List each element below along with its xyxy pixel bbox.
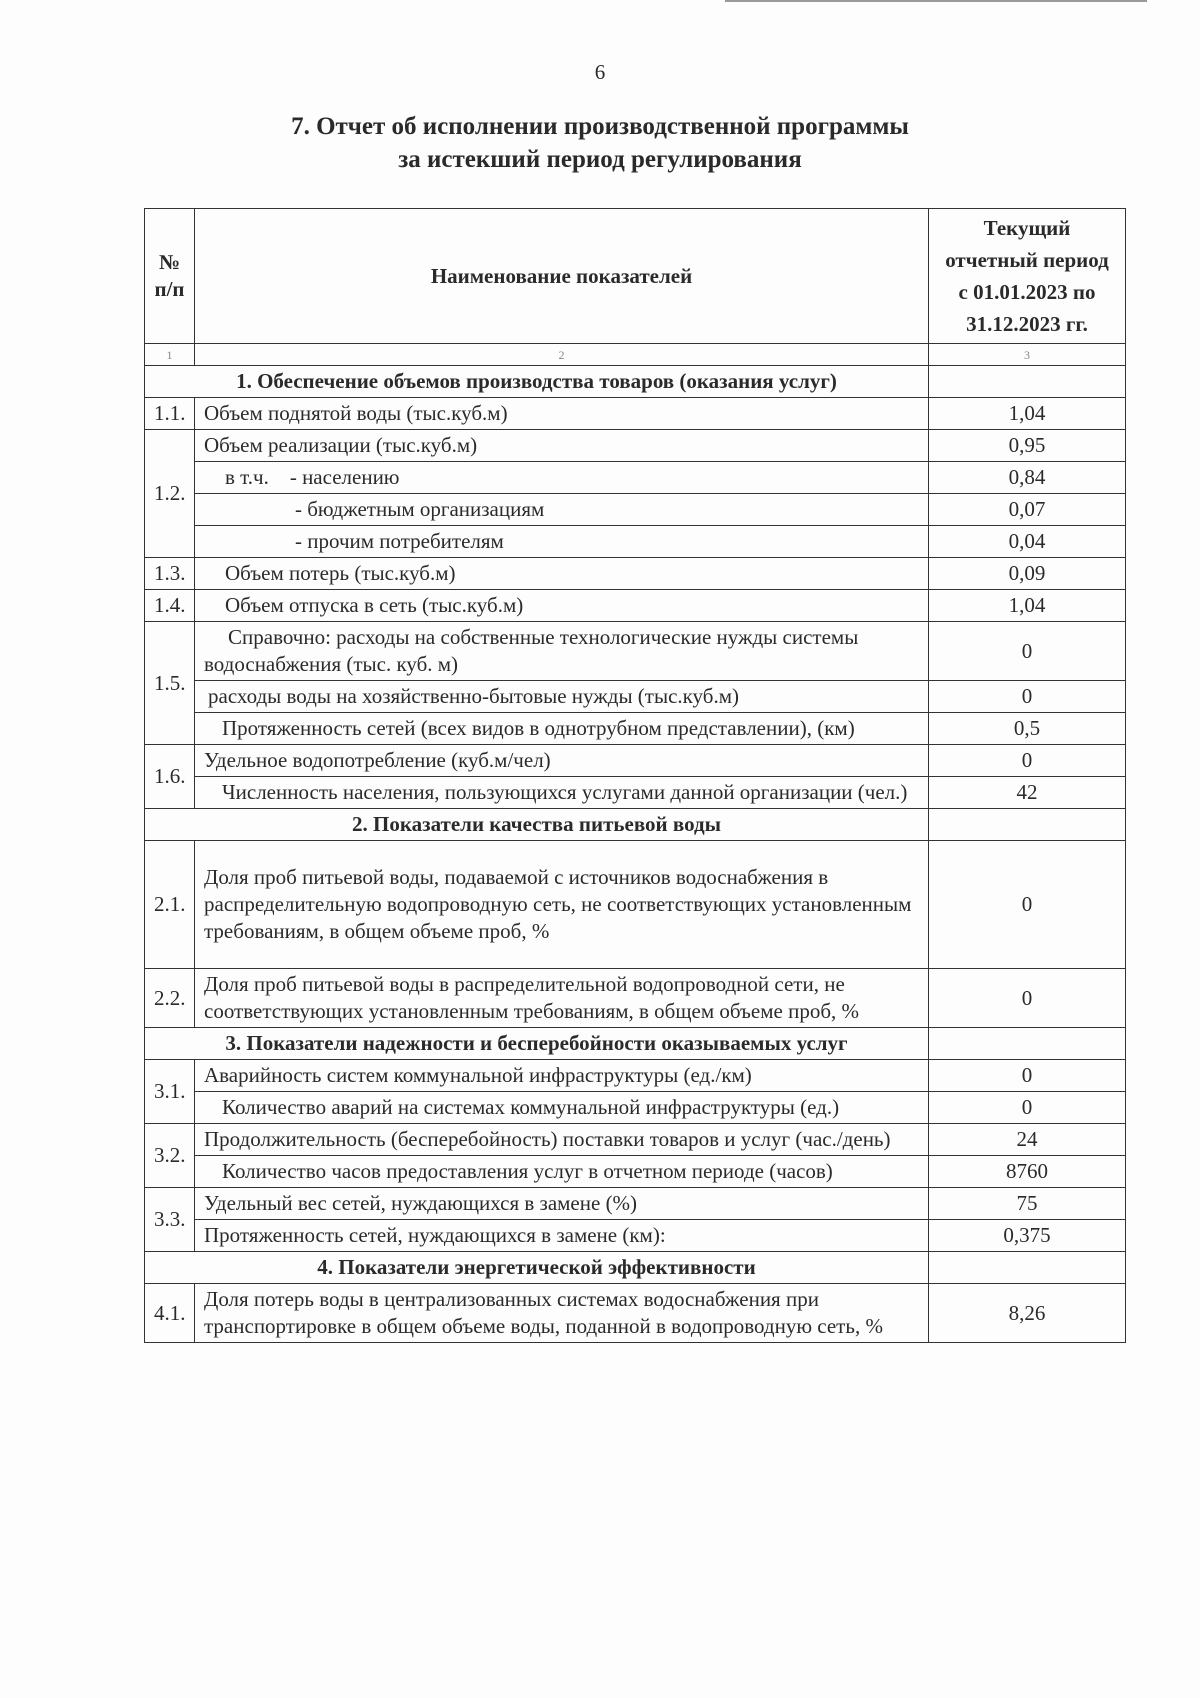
row-name: Численность населения, пользующихся услугами данной организации (чел.)	[195, 777, 929, 809]
row-value: 1,04	[929, 590, 1126, 622]
row-value: 75	[929, 1188, 1126, 1220]
row-name: Объем поднятой воды (тыс.куб.м)	[195, 398, 929, 430]
section-3-title: 3. Показатели надежности и бесперебойности оказываемых услуг	[145, 1028, 929, 1060]
table-row	[145, 1092, 1126, 1124]
row-name: Протяженность сетей, нуждающихся в замене (км):	[195, 1220, 929, 1252]
row-name: - прочим потребителям	[195, 526, 929, 558]
section-2-empty	[929, 809, 1126, 841]
table-row	[145, 745, 1126, 777]
table-row	[145, 1060, 1126, 1092]
section-1-empty	[929, 366, 1126, 398]
table-row	[145, 526, 1126, 558]
row-value: 8,26	[929, 1284, 1126, 1343]
row-name: Количество аварий на системах коммунальной инфраструктуры (ед.)	[195, 1092, 929, 1124]
table-row	[145, 1188, 1126, 1220]
row-value: 0	[929, 1060, 1126, 1092]
row-value: 42	[929, 777, 1126, 809]
header-num: № п/п	[145, 209, 195, 344]
title-line-1: 7. Отчет об исполнении производственной программы	[291, 113, 909, 140]
row-name: Протяженность сетей (всех видов в однотрубном представлении), (км)	[195, 713, 929, 745]
table-row	[145, 969, 1126, 1028]
row-value: 0,09	[929, 558, 1126, 590]
column-number-row	[145, 344, 1126, 366]
row-value: 0	[929, 745, 1126, 777]
row-num: 1.1.	[145, 398, 195, 430]
table-row	[145, 841, 1126, 969]
table-row	[145, 590, 1126, 622]
row-value: 0	[929, 681, 1126, 713]
row-value: 0	[929, 841, 1126, 969]
row-num: 1.2.	[145, 430, 195, 558]
row-name: Удельный вес сетей, нуждающихся в замене (%)	[195, 1188, 929, 1220]
row-value: 0,04	[929, 526, 1126, 558]
section-row	[145, 809, 1126, 841]
section-row	[145, 1028, 1126, 1060]
page-title	[0, 110, 1200, 176]
colnum-2: 2	[195, 344, 929, 366]
row-value: 0,95	[929, 430, 1126, 462]
row-value: 24	[929, 1124, 1126, 1156]
row-value: 0,5	[929, 713, 1126, 745]
row-num: 3.2.	[145, 1124, 195, 1188]
header-name: Наименование показателей	[195, 209, 929, 344]
table-row	[145, 558, 1126, 590]
row-name: Удельное водопотребление (куб.м/чел)	[195, 745, 929, 777]
section-row	[145, 1252, 1126, 1284]
header-row	[145, 209, 1126, 344]
row-num: 1.5.	[145, 622, 195, 745]
row-num: 2.1.	[145, 841, 195, 969]
table-row	[145, 777, 1126, 809]
row-name: Объем потерь (тыс.куб.м)	[195, 558, 929, 590]
row-name: Продолжительность (бесперебойность) поставки товаров и услуг (час./день)	[195, 1124, 929, 1156]
row-value: 8760	[929, 1156, 1126, 1188]
table-row	[145, 430, 1126, 462]
section-3-empty	[929, 1028, 1126, 1060]
row-value: 0	[929, 622, 1126, 681]
row-name: Аварийность систем коммунальной инфраструктуры (ед./км)	[195, 1060, 929, 1092]
table-row	[145, 494, 1126, 526]
table-row	[145, 1284, 1126, 1343]
row-name: - бюджетным организациям	[195, 494, 929, 526]
header-period: Текущий отчетный период с 01.01.2023 по 31.12.2023 гг.	[929, 209, 1126, 344]
row-value: 0	[929, 1092, 1126, 1124]
section-2-title: 2. Показатели качества питьевой воды	[145, 809, 929, 841]
row-value: 1,04	[929, 398, 1126, 430]
row-num: 1.4.	[145, 590, 195, 622]
row-name: Справочно: расходы на собственные технологические нужды системы водоснабжения (тыс. куб. м)	[195, 622, 929, 681]
row-num: 2.2.	[145, 969, 195, 1028]
row-value: 0,375	[929, 1220, 1126, 1252]
page-number: 6	[594, 60, 606, 84]
row-name: Доля потерь воды в централизованных системах водоснабжения при транспортировке в общем объеме воды, поданной в водопроводную сеть, %	[195, 1284, 929, 1343]
row-value: 0,84	[929, 462, 1126, 494]
colnum-1: 1	[145, 344, 195, 366]
table-row	[145, 713, 1126, 745]
table-row	[145, 1220, 1126, 1252]
colnum-3: 3	[929, 344, 1126, 366]
row-value: 0,07	[929, 494, 1126, 526]
row-name: Доля проб питьевой воды в распределительной водопроводной сети, не соответствующих установленным требованиям, в общем объеме проб, %	[195, 969, 929, 1028]
table-row	[145, 622, 1126, 681]
table-row	[145, 398, 1126, 430]
row-value: 0	[929, 969, 1126, 1028]
row-num: 1.3.	[145, 558, 195, 590]
row-name: Доля проб питьевой воды, подаваемой с источников водоснабжения в распределительную водопроводную сеть, не соответствующих установленным требованиям, в общем объеме проб, %	[195, 841, 929, 969]
section-1-title: 1. Обеспечение объемов производства товаров (оказания услуг)	[145, 366, 929, 398]
table-row	[145, 1124, 1126, 1156]
row-name: Объем реализации (тыс.куб.м)	[195, 430, 929, 462]
title-line-2: за истекший период регулирования	[398, 146, 802, 173]
row-name: Количество часов предоставления услуг в отчетном периоде (часов)	[195, 1156, 929, 1188]
row-name: в т.ч. - населению	[195, 462, 929, 494]
row-num: 3.1.	[145, 1060, 195, 1124]
table-row	[145, 1156, 1126, 1188]
row-num: 4.1.	[145, 1284, 195, 1343]
row-num: 1.6.	[145, 745, 195, 809]
table-row	[145, 462, 1126, 494]
row-num: 3.3.	[145, 1188, 195, 1252]
section-4-empty	[929, 1252, 1126, 1284]
table-row	[145, 681, 1126, 713]
section-row	[145, 366, 1126, 398]
section-4-title: 4. Показатели энергетической эффективности	[145, 1252, 929, 1284]
top-corner-line	[725, 0, 1147, 2]
row-name: Объем отпуска в сеть (тыс.куб.м)	[195, 590, 929, 622]
row-name: расходы воды на хозяйственно-бытовые нужды (тыс.куб.м)	[195, 681, 929, 713]
report-table	[144, 208, 1126, 1343]
